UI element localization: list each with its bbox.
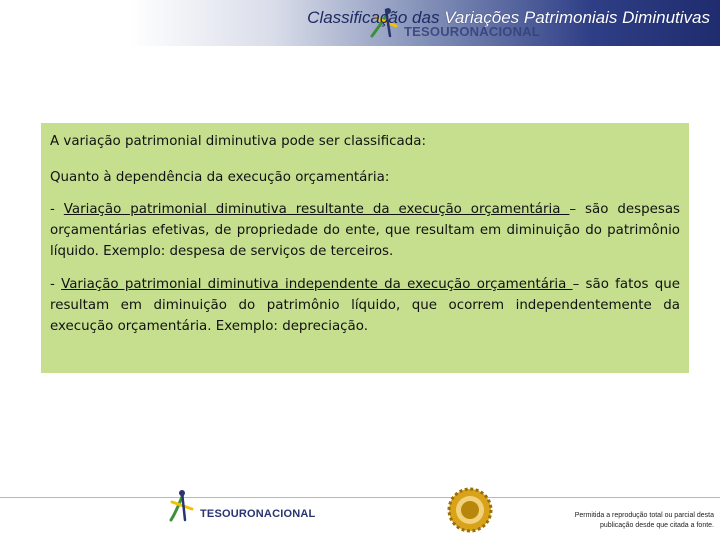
page-title-part1: Classificação das	[307, 8, 445, 27]
item-term: Variação patrimonial diminutiva resultante da execução orçamentária	[63, 202, 570, 217]
footer-logo-text: TESOURONACIONAL	[200, 508, 316, 520]
notice-line2: publicação desde que citada a fonte.	[599, 521, 714, 529]
seal-icon	[447, 487, 493, 533]
content-box	[41, 123, 689, 373]
footer-divider	[0, 497, 720, 498]
page-title-part2: Variações Patrimoniais Diminutivas	[444, 8, 710, 27]
item-prefix: -	[50, 277, 62, 292]
list-item	[50, 199, 680, 262]
item-term: Variação patrimonial diminutiva independente da execução orçamentária	[61, 277, 573, 292]
page-title	[307, 8, 710, 28]
notice-line1: Permitida a reprodução total ou parcial desta	[574, 512, 714, 519]
list-item	[50, 274, 680, 337]
criterion-text: Quanto à dependência da execução orçamentária:	[50, 170, 390, 185]
item-description: – são fatos que resultam em diminuição do patrimônio líquido, que ocorrem independentemente da execução orçamentária. Exemplo: depreciação.	[50, 277, 680, 334]
tesouro-nacional-logo-icon	[166, 488, 198, 524]
item-prefix: -	[50, 202, 64, 217]
item-description: – são despesas orçamentárias efetivas, de propriedade do ente, que resultam em diminuição do patrimônio líquido. Exemplo: despesa de serviços de terceiros.	[50, 202, 681, 259]
copyright-notice	[534, 511, 714, 530]
intro-text: A variação patrimonial diminutiva pode ser classificada:	[50, 134, 426, 149]
header-logo-text: TESOURONACIONAL	[404, 24, 540, 39]
